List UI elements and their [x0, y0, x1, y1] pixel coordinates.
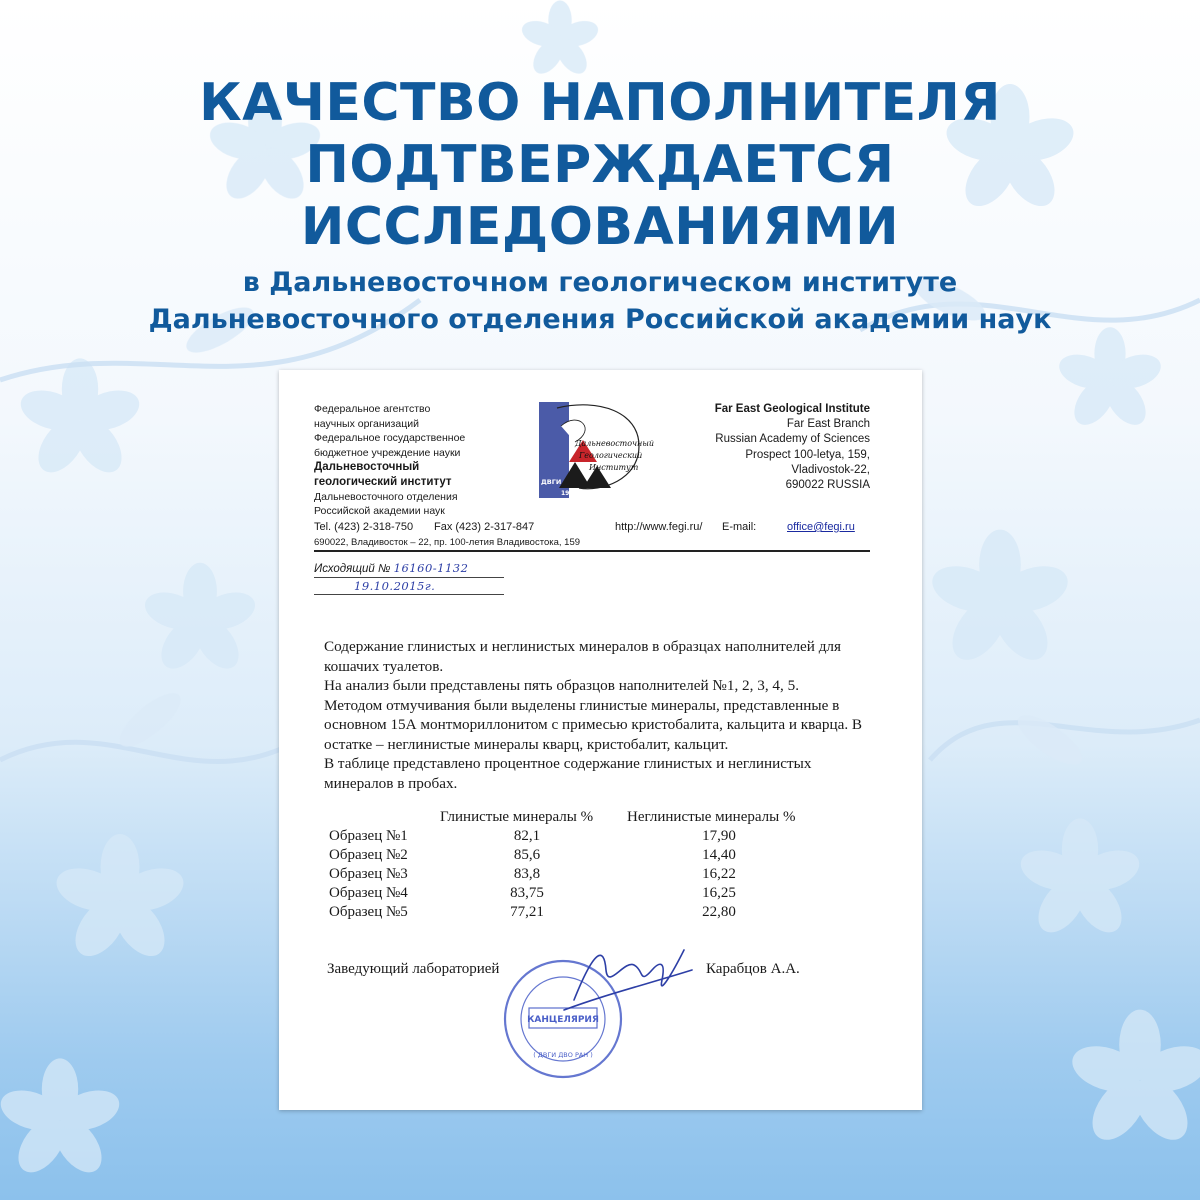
letterhead-divider: [314, 550, 870, 552]
outgoing-label: Исходящий №: [314, 563, 391, 575]
institute-name-en: Far East Geological Institute: [714, 403, 870, 415]
nonclay-value: 16,25: [702, 885, 736, 901]
letterhead-right-line: 690022 RUSSIA: [785, 479, 870, 492]
headline-line-2: ПОДТВЕРЖДАЕТСЯ: [305, 135, 895, 195]
signatory-name: Карабцов А.А.: [706, 961, 800, 977]
handwritten-signature: [534, 940, 694, 1020]
sample-name: Образец №2: [329, 847, 408, 863]
headline-line-3: ИССЛЕДОВАНИЯМИ: [300, 197, 900, 257]
outgoing-underline: [314, 577, 504, 578]
website-link[interactable]: http://www.fegi.ru/: [615, 521, 703, 533]
institute-logo: [539, 402, 654, 498]
headline-line-1: КАЧЕСТВО НАПОЛНИТЕЛЯ: [199, 73, 1001, 133]
outgoing-number: 16160-1132: [393, 561, 469, 575]
logo-year: 1959: [561, 490, 578, 497]
logo-text-line: Институт: [589, 463, 639, 472]
letterhead-left-line: научных организаций: [314, 417, 419, 430]
signatory-title: Заведующий лабораторией: [327, 961, 500, 977]
body-paragraph: Методом отмучивания были выделены глинистые минералы, представленные в основном 15А монтмориллонитом с примесью кристобалита, кальцита и кварца. В остатке – неглинистые минералы кварц, кристобалит, кальцит.: [324, 696, 863, 753]
letterhead-left-line: Дальневосточного отделения: [314, 490, 458, 503]
letterhead-right-line: Russian Academy of Sciences: [715, 433, 870, 446]
letterhead-right-line: Vladivostok-22,: [791, 463, 870, 476]
logo-text-line: Геологический: [579, 451, 643, 460]
outgoing-date: 19.10.2015г.: [354, 579, 436, 593]
sample-name: Образец №4: [329, 885, 408, 901]
nonclay-value: 17,90: [702, 828, 736, 844]
table-header-nonclay: Неглинистые минералы %: [627, 809, 796, 825]
email-label: E-mail:: [722, 521, 757, 533]
letterhead-left-line: Российской академии наук: [314, 505, 445, 518]
research-letter: [279, 370, 922, 1110]
phone-number: Tel. (423) 2-318-750: [314, 521, 414, 533]
clay-value: 85,6: [513, 847, 541, 863]
nonclay-value: 14,40: [702, 847, 736, 863]
postal-address: 690022, Владивосток – 22, пр. 100-летия Владивостока, 159: [314, 537, 581, 548]
outgoing-reference: [314, 560, 468, 596]
clay-value: 77,21: [510, 904, 544, 920]
letter-body: [324, 637, 874, 793]
clay-value: 82,1: [513, 828, 541, 844]
body-paragraph: В таблице представлено процентное содержание глинистых и неглинистых минералов в пробах.: [324, 755, 812, 792]
page-headline: [0, 72, 1200, 338]
headline-sub-2: Дальневосточного отделения Российской академии наук: [148, 304, 1052, 335]
outgoing-underline: [314, 594, 504, 595]
letterhead-left: [314, 402, 514, 519]
nonclay-value: 22,80: [702, 904, 736, 920]
letterhead-left-line: Федеральное агентство: [314, 403, 431, 415]
stamp-bottom-text: ( ДВГИ ДВО РАН ): [533, 1051, 593, 1059]
institute-name-ru: геологический институт: [314, 475, 452, 488]
institute-name-ru: Дальневосточный: [314, 461, 420, 474]
headline-sub-1: в Дальневосточном геологическом институте: [242, 267, 958, 298]
body-paragraph: На анализ были представлены пять образцов наполнителей №1, 2, 3, 4, 5.: [324, 677, 799, 694]
nonclay-value: 16,22: [702, 866, 736, 882]
letterhead-right-line: Far East Branch: [786, 418, 870, 431]
sample-name: Образец №3: [329, 866, 408, 882]
logo-abbr: ДВГИ: [541, 478, 562, 486]
sample-name: Образец №5: [329, 904, 408, 920]
stamp-center-text: КАНЦЕЛЯРИЯ: [527, 1015, 599, 1025]
email-link[interactable]: office@fegi.ru: [787, 521, 855, 533]
letterhead-left-line: Федеральное государственное: [314, 432, 466, 445]
letterhead-right-line: Prospect 100-letya, 159,: [745, 448, 870, 461]
letterhead-left-line: бюджетное учреждение науки: [314, 446, 461, 459]
body-paragraph: Содержание глинистых и неглинистых минералов в образцах наполнителей для кошачих туалетов.: [324, 638, 841, 675]
sample-name: Образец №1: [329, 828, 408, 844]
clay-value: 83,8: [513, 866, 541, 882]
fax-number: Fax (423) 2-317-847: [434, 521, 535, 533]
logo-text-line: Дальневосточный: [575, 439, 654, 448]
table-header-clay: Глинистые минералы %: [440, 809, 594, 825]
clay-value: 83,75: [510, 885, 544, 901]
letterhead-right: [715, 402, 870, 493]
